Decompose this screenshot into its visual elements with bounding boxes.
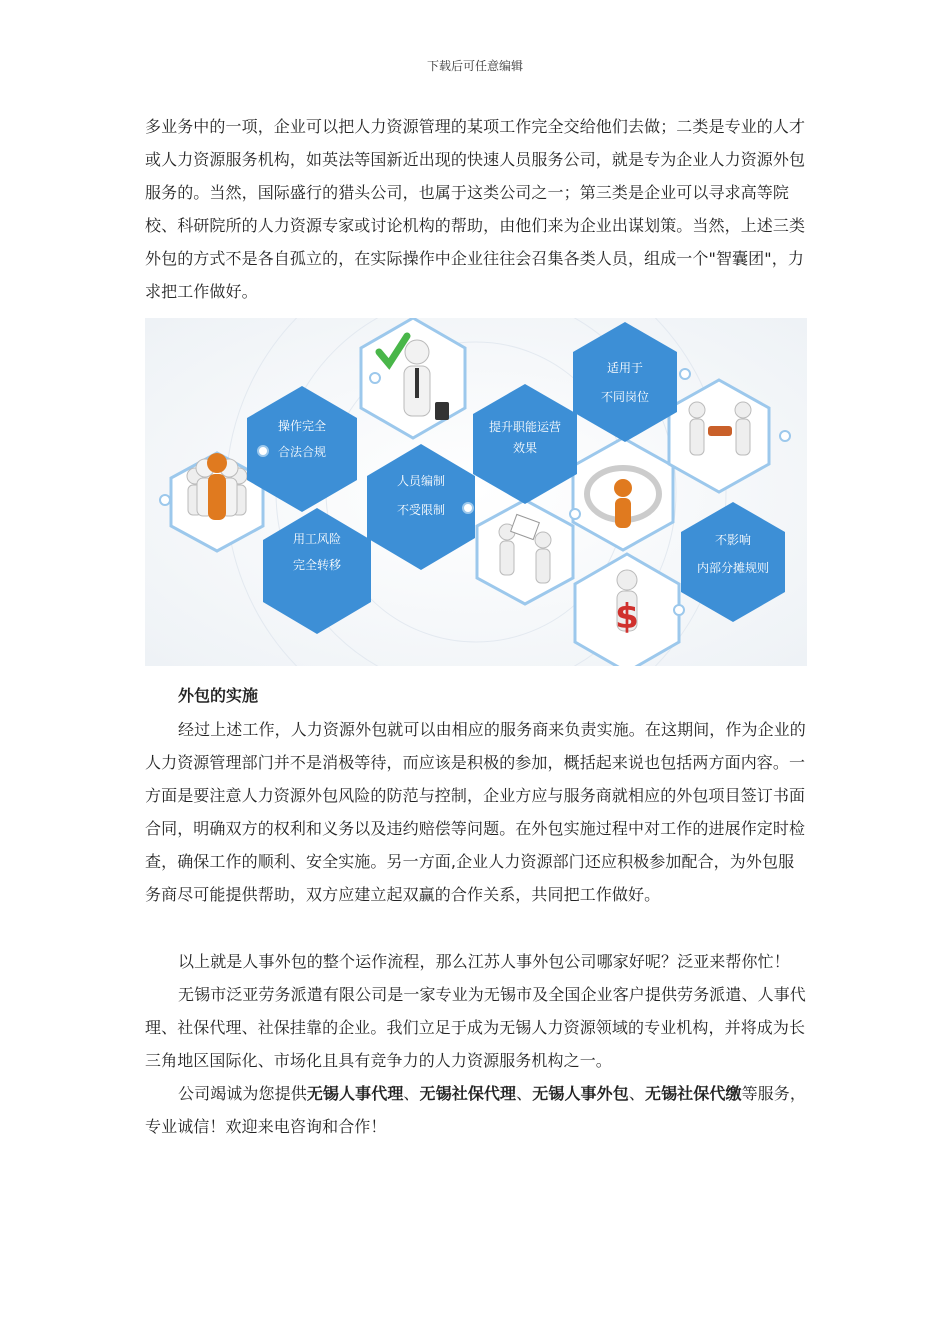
service-social-insurance-agency: 无锡社保代理 — [419, 1084, 517, 1103]
service-hr-outsourcing: 无锡人事外包 — [532, 1084, 629, 1103]
hex-allocation-line2: 内部分摊规则 — [696, 561, 770, 575]
hex-allocation-line1: 不影响 — [714, 533, 752, 547]
outsourcing-benefits-diagram — [145, 318, 807, 666]
recommendation-paragraph: 以上就是人事外包的整个运作流程，那么江苏人事外包公司哪家好呢？泛亚来帮你忙！ — [178, 952, 790, 971]
hex-risk-line1: 用工风险 — [292, 532, 342, 546]
company-intro-paragraph: 无锡市泛亚劳务派遣有限公司是一家专业为无锡市及全国企业客户提供劳务派遣、人事代理、社保代理、社保挂靠的企业。我们立足于成为无锡人力资源领域的专业机构，并将成为长三角地区国际化、市场化且具有竞争力的人力资源服务机构之一。 — [145, 985, 806, 1070]
service-social-insurance-payment: 无锡社保代缴 — [644, 1084, 742, 1103]
hex-risk-line2: 完全转移 — [292, 558, 342, 572]
intro-paragraph: 多业务中的一项，企业可以把人力资源管理的某项工作完全交给他们去做；二类是专业的人才或人力资源服务机构，如英法等国新近出现的快速人员服务公司，就是专为企业人力资源外包服务的。当然，国际盛行的猎头公司，也属于这类公司之一；第三类是企业可以寻求高等院校、科研院所的人力资源专家或讨论机构的帮助，由他们来为企业出谋划策。当然，上述三类外包的方式不是各自孤立的，在实际操作中企业往往会召集各类人员，组成一个"智囊团"，力求把工作做好。 — [145, 117, 806, 301]
services-paragraph — [145, 1077, 807, 1143]
implementation-paragraph: 经过上述工作，人力资源外包就可以由相应的服务商来负责实施。在这期间，作为企业的人力资源管理部门并不是消极等待，而应该是积极的参加，概括起来说也包括两方面内容。一方面是要注意人力资源外包风险的防范与控制，企业方应与服务商就相应的外包项目签订书面合同，明确双方的权利和义务以及违约赔偿等问题。在外包实施过程中对工作的进展作定时检查，确保工作的顺利、安全实施。另一方面,企业人力资源部门还应积极参加配合，为外包服务商尽可能提供帮助，双方应建立起双赢的合作关系，共同把工作做好。 — [145, 720, 806, 904]
hex-positions-line2: 不同岗位 — [600, 390, 650, 404]
hex-positions-line1: 适用于 — [606, 361, 644, 375]
hex-headcount-line1: 人员编制 — [396, 474, 446, 488]
services-prefix: 公司竭诚为您提供 — [178, 1084, 307, 1103]
hex-legal-line2: 合法合规 — [277, 445, 327, 459]
hex-headcount-line2: 不受限制 — [396, 503, 446, 517]
hex-efficiency-line2: 效果 — [512, 441, 538, 455]
services-suffix: 等服务，专业诚信！欢迎来电咨询和合作！ — [145, 1084, 806, 1136]
service-separator: 、 — [516, 1084, 533, 1103]
page-header: 下载后可任意编辑 — [426, 59, 523, 73]
dollar-sign-icon — [615, 570, 639, 637]
service-separator: 、 — [628, 1084, 645, 1103]
service-separator: 、 — [403, 1084, 420, 1103]
section-heading: 外包的实施 — [178, 686, 259, 705]
service-hr-agency: 无锡人事代理 — [306, 1084, 404, 1103]
hex-legal-line1: 操作完全 — [277, 419, 327, 433]
svg-text:$: $ — [615, 597, 639, 637]
hex-efficiency-line1: 提升职能运营 — [488, 420, 562, 434]
